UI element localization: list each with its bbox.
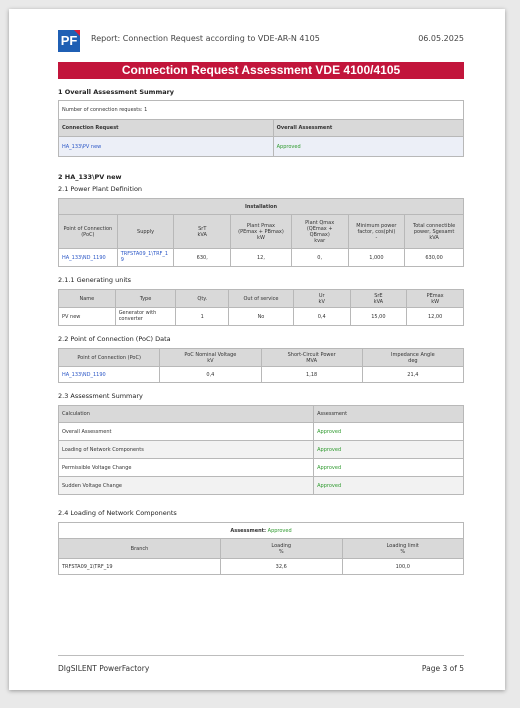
install-col-supply: Supply <box>117 215 174 249</box>
install-poc-link[interactable]: HA_133\ND_1190 <box>59 249 118 267</box>
table-row <box>59 459 464 477</box>
loading-assessment <box>59 523 464 539</box>
gen-out-of-service: No <box>229 308 294 326</box>
loading-limit: 100,0 <box>342 559 464 575</box>
table-row <box>59 423 464 441</box>
gen-col-pemax: PEmax kW <box>407 290 464 308</box>
poc-short-circuit: 1,18 <box>261 367 362 383</box>
logo-corner <box>74 30 80 36</box>
section-2-2-heading: 2.2 Point of Connection (PoC) Data <box>58 335 171 343</box>
gen-name: PV new <box>59 308 116 326</box>
install-col-srt: SrT kVA <box>174 215 231 249</box>
gen-col-name: Name <box>59 290 116 308</box>
loading-col-branch: Branch <box>59 539 221 559</box>
section-2-heading: 2 HA_133\PV new <box>58 173 122 181</box>
table-row <box>59 441 464 459</box>
assessment-summary-table <box>58 405 464 495</box>
gen-col-sre: SrE kVA <box>350 290 407 308</box>
report-content <box>58 62 464 575</box>
summary-status: Approved <box>314 423 464 441</box>
report-banner: Connection Request Assessment VDE 4100/4105 <box>58 62 464 79</box>
summary-calculation: Loading of Network Components <box>59 441 314 459</box>
install-srt: 630, <box>174 249 231 267</box>
col-connection-request: Connection Request <box>59 120 274 137</box>
section-2-1-heading: 2.1 Power Plant Definition <box>58 185 143 193</box>
request-count: Number of connection requests: 1 <box>59 101 464 120</box>
report-date: 06.05.2025 <box>418 34 464 43</box>
overall-summary-table <box>58 100 464 157</box>
overall-status: Approved <box>273 137 463 157</box>
generating-units-table <box>58 289 464 326</box>
summary-status: Approved <box>314 477 464 495</box>
gen-ur: 0,4 <box>293 308 350 326</box>
loading-value: 32,6 <box>221 559 343 575</box>
section-2-1-1-heading: 2.1.1 Generating units <box>58 276 132 284</box>
poc-point-link[interactable]: HA_133\ND_1190 <box>59 367 160 383</box>
page-header <box>58 30 464 52</box>
install-sgesamt: 630,00 <box>405 249 464 267</box>
install-col-qmax: Plant Qmax (QEmax + QBmax) kvar <box>291 215 348 249</box>
install-qmax: 0, <box>291 249 348 267</box>
gen-type: Generator with converter <box>115 308 176 326</box>
col-overall-assessment: Overall Assessment <box>273 120 463 137</box>
install-supply-link[interactable]: TRFSTA09_1\TRF_19 <box>117 249 174 267</box>
table-row <box>59 477 464 495</box>
loading-assessment-status: Approved <box>267 527 292 534</box>
gen-qty: 1 <box>176 308 229 326</box>
summary-col-calculation: Calculation <box>59 406 314 423</box>
poc-col-voltage: PoC Nominal Voltage kV <box>160 349 261 367</box>
footer-product: DIgSILENT PowerFactory <box>58 664 150 673</box>
logo-text: PF <box>60 33 78 48</box>
install-col-sgesamt: Total connectible power, Sgesamt kVA <box>405 215 464 249</box>
install-cosphi: 1,000 <box>348 249 405 267</box>
page-footer <box>58 655 464 673</box>
installation-table <box>58 198 464 267</box>
loading-col-loading: Loading % <box>221 539 343 559</box>
poc-data-table <box>58 348 464 383</box>
installation-title: Installation <box>59 199 464 215</box>
loading-branch: TRFSTA09_1\TRF_19 <box>59 559 221 575</box>
gen-sre: 15,00 <box>350 308 407 326</box>
poc-impedance: 21,4 <box>362 367 463 383</box>
report-title: Report: Connection Request according to VDE-AR-N 4105 <box>91 34 320 43</box>
loading-table <box>58 522 464 575</box>
summary-status: Approved <box>314 459 464 477</box>
gen-col-ur: Ur kV <box>293 290 350 308</box>
loading-assessment-label: Assessment: <box>230 527 267 534</box>
connection-request-link[interactable]: HA_133\PV new <box>59 137 274 157</box>
poc-voltage: 0,4 <box>160 367 261 383</box>
install-col-cosphi: Minimum power factor, cos(phi) - <box>348 215 405 249</box>
gen-col-qty: Qty. <box>176 290 229 308</box>
poc-col-point: Point of Connection (PoC) <box>59 349 160 367</box>
powerfactory-logo-icon <box>58 30 80 52</box>
gen-col-out-of-service: Out of service <box>229 290 294 308</box>
loading-col-limit: Loading limit % <box>342 539 464 559</box>
poc-col-short-circuit: Short-Circuit Power MVA <box>261 349 362 367</box>
install-col-poc: Point of Connection (PoC) <box>59 215 118 249</box>
summary-calculation: Overall Assessment <box>59 423 314 441</box>
poc-col-impedance: Impedance Angle deg <box>362 349 463 367</box>
summary-status: Approved <box>314 441 464 459</box>
gen-pemax: 12,00 <box>407 308 464 326</box>
gen-col-type: Type <box>115 290 176 308</box>
summary-calculation: Permissible Voltage Change <box>59 459 314 477</box>
install-pmax: 12, <box>231 249 292 267</box>
section-2-4-heading: 2.4 Loading of Network Components <box>58 509 177 517</box>
section-1-heading: 1 Overall Assessment Summary <box>58 88 175 96</box>
section-2-3-heading: 2.3 Assessment Summary <box>58 392 143 400</box>
summary-col-assessment: Assessment <box>314 406 464 423</box>
summary-calculation: Sudden Voltage Change <box>59 477 314 495</box>
footer-page-number: Page 3 of 5 <box>421 664 464 673</box>
install-col-pmax: Plant Pmax (PEmax + PBmax) kW <box>231 215 292 249</box>
